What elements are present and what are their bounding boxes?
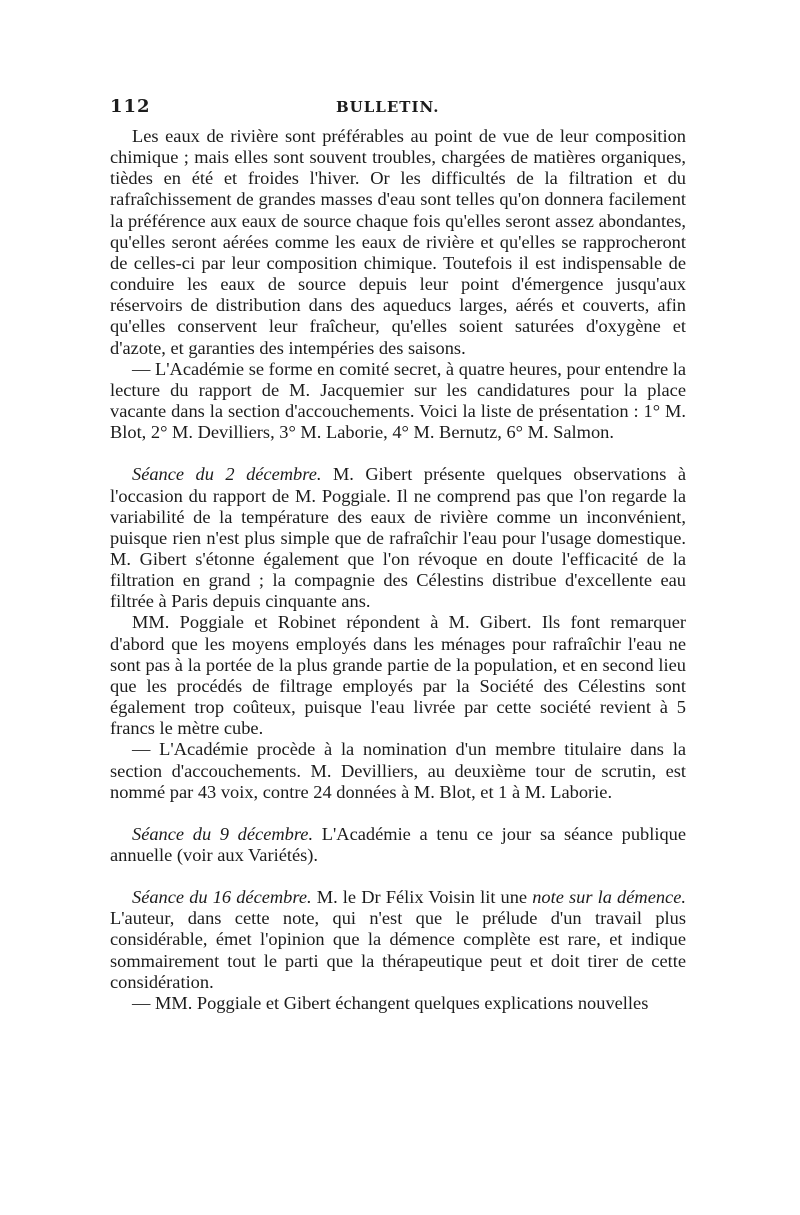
session-date: Séance du 2 décembre. [132, 464, 322, 485]
paragraph-text: M. Gibert présente quelques observations à l'occasion du rapport de M. Poggiale. Il ne comprend pas que l'on regarde la variabilité de la température des eaux de rivière comme un inconvénient, puisque rien n'est plus simple que de rafraîchir l'eau pour l'usage domestique. M. Gibert s'étonne également que l'on révoque en doute l'efficacité de la filtration en grand ; la compagnie des Célestins distribue d'excellente eau filtrée à Paris depuis cinquante ans. [110, 464, 686, 612]
body-text [110, 126, 686, 1014]
session-date: Séance du 16 décembre. [132, 887, 312, 908]
paragraph-text: M. le Dr Félix Voisin lit une [311, 887, 533, 908]
paragraph-text: Les eaux de rivière sont préférables au point de vue de leur composition chimique ; mais elles sont souvent troubles, chargées de matières organiques, tièdes en été et froides l'hiver. Or les difficultés de la filtration et du rafraîchissement de grandes masses d'eau sont telles qu'on donnera facilement la préférence aux eaux de source chaque fois qu'elles seront assez abondantes, qu'elles seront aérées comme les eaux de rivière et qu'elles se rapprocheront de celles-ci par leur composition chimique. Toutefois il est indispensable de conduire les eaux de source depuis leur point d'émergence jusqu'aux réservoirs de distribution dans des aqueducs larges, aérés et couverts, afin qu'elles conservent leur fraîcheur, qu'elles soient saturées d'oxygène et d'azote, et garanties des intempéries des saisons. [110, 126, 686, 358]
page-number: 112 [110, 96, 151, 117]
paragraph-text: L'auteur, dans cette note, qui n'est que le prélude d'un travail plus considérable, émet l'opinion que la démence complète est rare, et indique sommairement tout le parti que la thérapeutique peut et doit tirer de cette considération. [110, 908, 686, 992]
paragraph-seance-9-decembre [110, 824, 686, 866]
paragraph-seance-16-decembre [110, 887, 686, 993]
paragraph-secret-committee [110, 359, 686, 444]
paragraph-text: — L'Académie se forme en comité secret, à quatre heures, pour entendre la lecture du rapport de M. Jacquemier sur les candidatures pour la place vacante dans la section d'accouchements. Voici la liste de présentation : 1° M. Blot, 2° M. Devilliers, 3° M. Laborie, 4° M. Bernutz, 6° M. Salmon. [110, 358, 686, 443]
document-page [110, 96, 686, 1014]
page-header [110, 96, 686, 126]
paragraph-explications [110, 993, 686, 1014]
paragraph-text: — L'Académie procède à la nomination d'un membre titulaire dans la section d'accouchements. M. Devilliers, au deuxième tour de scrutin, est nommé par 43 voix, contre 24 données à M. Blot, et 1 à M. Laborie. [110, 739, 686, 802]
running-head: BULLETIN. [336, 98, 440, 116]
session-date: Séance du 9 décembre. [132, 823, 314, 844]
paragraph-water-quality [110, 126, 686, 359]
paragraph-nomination [110, 739, 686, 802]
paragraph-seance-2-decembre [110, 464, 686, 612]
note-title: note sur la démence. [532, 887, 686, 908]
paragraph-text: — MM. Poggiale et Gibert échangent quelques explications nouvelles [132, 992, 649, 1013]
paragraph-text: MM. Poggiale et Robinet répondent à M. Gibert. Ils font remarquer d'abord que les moyens employés dans les ménages pour rafraîchir l'eau ne sont pas à la portée de la plus grande partie de la population, et en second lieu que les procédés de filtrage employés par la Société des Célestins sont également trop coûteux, puisque l'eau livrée par cette société revient à 5 francs le mètre cube. [110, 612, 686, 739]
paragraph-text: L'Académie a tenu ce jour sa séance publique annuelle (voir aux Variétés). [110, 823, 686, 865]
paragraph-poggiale-robinet [110, 612, 686, 739]
